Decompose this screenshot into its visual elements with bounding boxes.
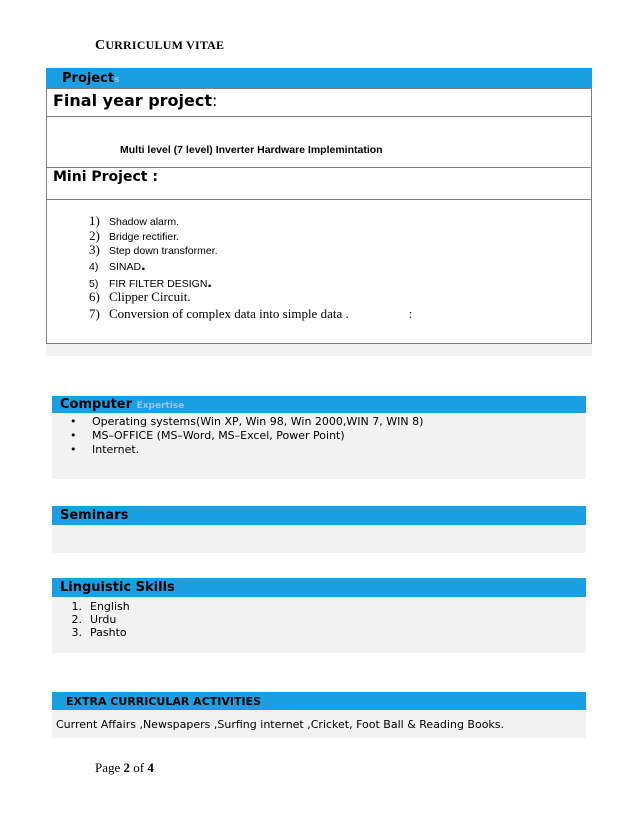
final-year-colon: : bbox=[212, 91, 218, 110]
list-item bbox=[70, 415, 423, 428]
seminars-heading: Seminars bbox=[60, 508, 129, 523]
bullet: • bbox=[70, 443, 77, 456]
item-number: 7) bbox=[89, 306, 100, 321]
page-word: Page bbox=[95, 760, 121, 775]
mini-project-heading: Mini Project : bbox=[53, 169, 158, 185]
list-item bbox=[89, 289, 191, 305]
list-item bbox=[62, 613, 116, 626]
seminars-header-bar bbox=[52, 506, 586, 525]
computer-heading bbox=[60, 397, 184, 412]
item-number: 2. bbox=[71, 613, 82, 626]
item-text: Clipper Circuit. bbox=[109, 289, 191, 304]
item-text: Step down transformer. bbox=[109, 245, 218, 257]
bullet: • bbox=[70, 415, 77, 428]
item-number: 1) bbox=[89, 213, 100, 228]
item-number: 1. bbox=[71, 600, 82, 613]
computer-heading-sub: Expertise bbox=[136, 401, 185, 411]
linguistic-body bbox=[52, 597, 586, 653]
page-total: 4 bbox=[147, 760, 154, 775]
projects-heading bbox=[62, 71, 119, 86]
of-word: of bbox=[133, 760, 145, 775]
final-year-heading bbox=[53, 91, 217, 110]
list-item bbox=[70, 429, 345, 442]
cv-title-rest: URRICULUM VITAE bbox=[105, 38, 225, 52]
extra-header-bar bbox=[52, 692, 586, 710]
item-text: Internet. bbox=[92, 443, 140, 456]
linguistic-header-bar bbox=[52, 578, 586, 597]
item-text: SINAD bbox=[109, 261, 142, 273]
list-item bbox=[89, 242, 218, 258]
final-year-item: Multi level (7 level) Inverter Hardware Implemintation bbox=[120, 144, 383, 156]
linguistic-heading: Linguistic Skills bbox=[60, 580, 175, 595]
item-number: 2) bbox=[89, 228, 100, 243]
page-number bbox=[95, 760, 154, 776]
item-text: Operating systems(Win XP, Win 98, Win 2000,WIN 7, WIN 8) bbox=[92, 415, 424, 428]
divider bbox=[47, 116, 591, 117]
bullet: • bbox=[70, 429, 77, 442]
divider bbox=[47, 199, 591, 200]
item-number: 5) bbox=[89, 278, 99, 290]
item-text: Urdu bbox=[90, 613, 117, 626]
computer-body bbox=[52, 413, 586, 479]
projects-table bbox=[46, 88, 592, 344]
extra-text: Current Affairs ,Newspapers ,Surfing internet ,Cricket, Foot Ball & Reading Books. bbox=[56, 718, 505, 731]
projects-heading-suffix: s bbox=[114, 75, 120, 85]
item-text: English bbox=[90, 600, 130, 613]
item-text: MS–OFFICE (MS–Word, MS–Excel, Power Point) bbox=[92, 429, 345, 442]
seminars-body bbox=[52, 525, 586, 553]
list-item bbox=[89, 213, 179, 229]
page-current: 2 bbox=[123, 760, 131, 775]
item-number: 6) bbox=[89, 289, 100, 304]
list-item bbox=[89, 257, 146, 275]
item-trail: . bbox=[207, 274, 212, 291]
item-number: 3. bbox=[71, 626, 82, 639]
computer-list bbox=[70, 415, 570, 475]
final-year-label: Final year project bbox=[53, 91, 212, 110]
divider bbox=[47, 167, 591, 168]
item-text: Pashto bbox=[90, 626, 127, 639]
list-item bbox=[89, 306, 412, 322]
cv-title-initial: C bbox=[95, 38, 106, 53]
mini-project-list bbox=[89, 213, 569, 328]
cv-title bbox=[95, 38, 224, 54]
computer-header-bar bbox=[52, 396, 586, 413]
extra-heading: EXTRA CURRICULAR ACTIVITIES bbox=[66, 695, 261, 708]
projects-heading-main: Project bbox=[62, 71, 115, 86]
item-text: Bridge rectifier. bbox=[109, 231, 180, 243]
language-list bbox=[62, 600, 262, 648]
computer-heading-main: Computer bbox=[60, 397, 133, 412]
item-trail: : bbox=[408, 306, 413, 321]
item-trail: . bbox=[141, 257, 146, 274]
list-item bbox=[62, 600, 130, 613]
list-item bbox=[70, 443, 139, 456]
extra-body bbox=[52, 710, 586, 738]
projects-header-bar bbox=[46, 68, 592, 88]
projects-footer-strip bbox=[46, 344, 592, 356]
item-number: 4) bbox=[89, 261, 99, 273]
item-text: FIR FILTER DESIGN bbox=[109, 278, 208, 290]
item-number: 3) bbox=[89, 242, 100, 257]
item-text: Conversion of complex data into simple data . bbox=[109, 306, 349, 321]
item-text: Shadow alarm. bbox=[109, 216, 180, 228]
list-item bbox=[62, 626, 127, 639]
